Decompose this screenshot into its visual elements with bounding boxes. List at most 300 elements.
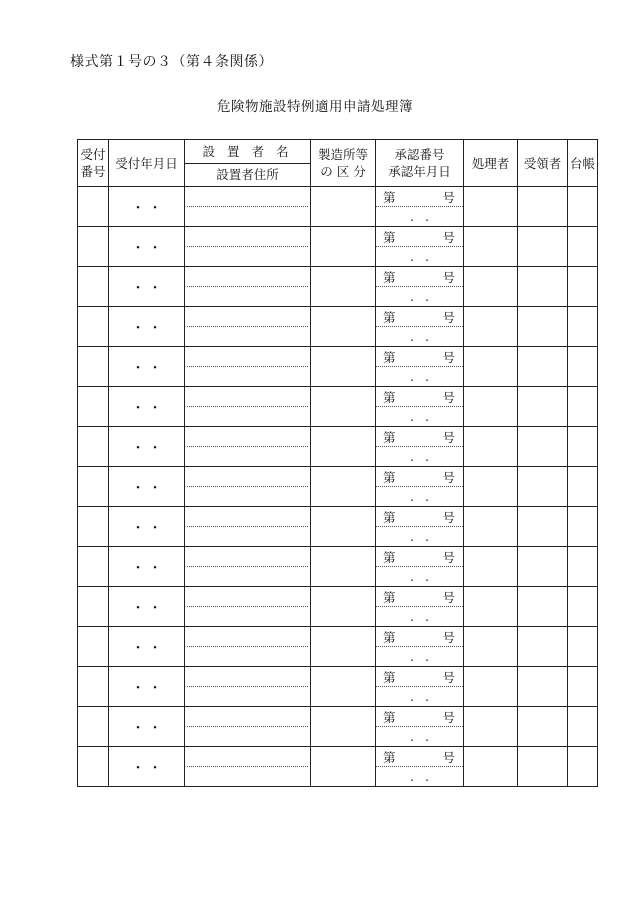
facility-class-cell[interactable] <box>311 227 376 267</box>
receiver-cell[interactable] <box>518 347 568 387</box>
approval-date-dot: . <box>425 289 429 304</box>
date-dot: ・ <box>148 521 162 536</box>
approval-cell <box>376 547 464 587</box>
approval-no-suffix: 号 <box>442 429 455 445</box>
approval-no-prefix: 第 <box>383 429 396 445</box>
approval-date-dot: . <box>410 249 414 264</box>
header-reception-date <box>109 140 185 187</box>
reception-date-cell[interactable] <box>109 387 185 427</box>
approval-date-dot: . <box>425 449 429 464</box>
installer-cell <box>185 707 311 747</box>
receiver-cell[interactable] <box>518 747 568 787</box>
facility-class-cell[interactable] <box>311 587 376 627</box>
date-dot: ・ <box>131 761 145 776</box>
approval-no-suffix: 号 <box>442 309 455 325</box>
approval-date-dot: . <box>425 329 429 344</box>
date-dot: ・ <box>148 441 162 456</box>
approval-date-dot: . <box>410 489 414 504</box>
reception-date-cell[interactable] <box>109 587 185 627</box>
reception-no-cell[interactable] <box>78 467 109 507</box>
reception-date-cell[interactable] <box>109 747 185 787</box>
header-facility-class <box>311 140 376 187</box>
processor-cell[interactable] <box>464 627 518 667</box>
installer-address-field[interactable] <box>185 647 310 666</box>
ledger-cell[interactable] <box>568 427 598 467</box>
approval-date-dot: . <box>425 369 429 384</box>
reception-no-cell[interactable] <box>78 547 109 587</box>
reception-no-cell[interactable] <box>78 347 109 387</box>
reception-date-cell[interactable] <box>109 307 185 347</box>
approval-no-field[interactable] <box>376 427 463 447</box>
page-title: 危険物施設特例適用申請処理簿 <box>217 99 413 115</box>
approval-no-field[interactable] <box>376 347 463 367</box>
date-dot: ・ <box>148 201 162 216</box>
reception-no-cell[interactable] <box>78 187 109 227</box>
installer-name-field[interactable] <box>187 187 308 207</box>
facility-class-cell[interactable] <box>311 667 376 707</box>
approval-no-suffix: 号 <box>442 749 455 765</box>
date-dot: ・ <box>148 361 162 376</box>
approval-no-suffix: 号 <box>442 349 455 365</box>
approval-no-field[interactable] <box>376 267 463 287</box>
ledger-cell[interactable] <box>568 747 598 787</box>
approval-cell <box>376 627 464 667</box>
date-dot: ・ <box>148 761 162 776</box>
approval-no-prefix: 第 <box>383 269 396 285</box>
approval-no-field[interactable] <box>376 547 463 567</box>
approval-no-suffix: 号 <box>442 469 455 485</box>
header-processor <box>464 140 518 187</box>
approval-date-field[interactable] <box>376 327 463 346</box>
table-row <box>78 187 598 227</box>
approval-date-dot: . <box>410 769 414 784</box>
receiver-cell[interactable] <box>518 667 568 707</box>
approval-no-prefix: 第 <box>383 389 396 405</box>
facility-class-cell[interactable] <box>311 467 376 507</box>
approval-date-field[interactable] <box>376 687 463 706</box>
approval-no-field[interactable] <box>376 387 463 407</box>
receiver-cell[interactable] <box>518 467 568 507</box>
reception-no-cell[interactable] <box>78 667 109 707</box>
date-dot: ・ <box>131 641 145 656</box>
installer-address-field[interactable] <box>185 327 310 346</box>
approval-date-field[interactable] <box>376 407 463 426</box>
receiver-cell[interactable] <box>518 227 568 267</box>
approval-no-field[interactable] <box>376 667 463 687</box>
installer-name-field[interactable] <box>187 747 308 767</box>
approval-cell <box>376 267 464 307</box>
date-dot: ・ <box>131 201 145 216</box>
approval-date-field[interactable] <box>376 487 463 506</box>
approval-cell <box>376 427 464 467</box>
date-dot: ・ <box>148 481 162 496</box>
installer-address-field[interactable] <box>185 527 310 546</box>
approval-date-dot: . <box>425 729 429 744</box>
facility-class-cell[interactable] <box>311 747 376 787</box>
date-dot: ・ <box>148 241 162 256</box>
approval-no-prefix: 第 <box>383 669 396 685</box>
approval-no-suffix: 号 <box>442 589 455 605</box>
receiver-cell[interactable] <box>518 507 568 547</box>
approval-date-dot: . <box>410 609 414 624</box>
reception-date-cell[interactable] <box>109 707 185 747</box>
date-dot: ・ <box>148 681 162 696</box>
installer-cell <box>185 587 311 627</box>
processor-cell[interactable] <box>464 707 518 747</box>
approval-date-dot: . <box>410 449 414 464</box>
approval-date-field[interactable] <box>376 367 463 386</box>
receiver-cell[interactable] <box>518 187 568 227</box>
installer-cell <box>185 467 311 507</box>
date-dot: ・ <box>148 321 162 336</box>
approval-date-field[interactable] <box>376 207 463 226</box>
installer-name-field[interactable] <box>187 227 308 247</box>
approval-no-suffix: 号 <box>442 269 455 285</box>
header-approval <box>376 140 464 187</box>
approval-cell <box>376 507 464 547</box>
approval-no-prefix: 第 <box>383 549 396 565</box>
processor-cell[interactable] <box>464 467 518 507</box>
installer-name-field[interactable] <box>187 427 308 447</box>
facility-class-cell[interactable] <box>311 267 376 307</box>
table-row <box>78 707 598 747</box>
approval-no-prefix: 第 <box>383 469 396 485</box>
installer-cell <box>185 627 311 667</box>
approval-no-suffix: 号 <box>442 509 455 525</box>
ledger-cell[interactable] <box>568 347 598 387</box>
approval-date-field[interactable] <box>376 527 463 546</box>
form-number: 様式第１号の３（第４条関係） <box>70 54 273 70</box>
table-row <box>78 507 598 547</box>
header-installer-address: 設置者住所 <box>216 167 279 183</box>
receiver-cell[interactable] <box>518 627 568 667</box>
reception-date-cell[interactable] <box>109 227 185 267</box>
approval-no-field[interactable] <box>376 587 463 607</box>
receiver-cell[interactable] <box>518 707 568 747</box>
facility-class-cell[interactable] <box>311 187 376 227</box>
ledger-cell[interactable] <box>568 627 598 667</box>
reception-no-cell[interactable] <box>78 427 109 467</box>
installer-name-field[interactable] <box>187 707 308 727</box>
header-installer <box>185 140 311 187</box>
installer-cell <box>185 307 311 347</box>
approval-cell <box>376 227 464 267</box>
table-row <box>78 747 598 787</box>
installer-cell <box>185 347 311 387</box>
date-dot: ・ <box>148 281 162 296</box>
processor-cell[interactable] <box>464 307 518 347</box>
approval-date-dot: . <box>410 689 414 704</box>
approval-no-prefix: 第 <box>383 229 396 245</box>
installer-address-field[interactable] <box>185 567 310 586</box>
installer-name-field[interactable] <box>187 467 308 487</box>
receiver-cell[interactable] <box>518 387 568 427</box>
date-dot: ・ <box>148 721 162 736</box>
date-dot: ・ <box>148 601 162 616</box>
ledger-cell[interactable] <box>568 387 598 427</box>
header-facility-class-line2: の 区 分 <box>320 164 366 179</box>
table-row <box>78 467 598 507</box>
installer-cell <box>185 267 311 307</box>
facility-class-cell[interactable] <box>311 387 376 427</box>
processor-cell[interactable] <box>464 227 518 267</box>
approval-date-dot: . <box>425 249 429 264</box>
approval-date-field[interactable] <box>376 607 463 626</box>
approval-date-dot: . <box>425 689 429 704</box>
register-body <box>78 187 598 787</box>
table-row <box>78 427 598 467</box>
approval-no-field[interactable] <box>376 747 463 767</box>
approval-no-prefix: 第 <box>383 749 396 765</box>
date-dot: ・ <box>148 641 162 656</box>
table-row <box>78 307 598 347</box>
receiver-cell[interactable] <box>518 587 568 627</box>
processor-cell[interactable] <box>464 747 518 787</box>
approval-no-suffix: 号 <box>442 389 455 405</box>
header-processor-label: 処理者 <box>471 155 510 171</box>
reception-no-cell[interactable] <box>78 227 109 267</box>
approval-date-dot: . <box>425 529 429 544</box>
approval-no-suffix: 号 <box>442 629 455 645</box>
processor-cell[interactable] <box>464 587 518 627</box>
facility-class-cell[interactable] <box>311 427 376 467</box>
approval-date-dot: . <box>410 369 414 384</box>
ledger-cell[interactable] <box>568 307 598 347</box>
facility-class-cell[interactable] <box>311 347 376 387</box>
reception-date-cell[interactable] <box>109 187 185 227</box>
table-row <box>78 227 598 267</box>
installer-name-field[interactable] <box>187 507 308 527</box>
date-dot: ・ <box>131 401 145 416</box>
installer-cell <box>185 747 311 787</box>
approval-date-field[interactable] <box>376 647 463 666</box>
installer-cell <box>185 547 311 587</box>
approval-date-dot: . <box>425 769 429 784</box>
date-dot: ・ <box>131 281 145 296</box>
ledger-cell[interactable] <box>568 187 598 227</box>
approval-date-dot: . <box>425 609 429 624</box>
ledger-cell[interactable] <box>568 587 598 627</box>
processor-cell[interactable] <box>464 547 518 587</box>
approval-date-dot: . <box>425 409 429 424</box>
installer-cell <box>185 507 311 547</box>
installer-address-field[interactable] <box>185 207 310 226</box>
installer-cell <box>185 187 311 227</box>
approval-cell <box>376 467 464 507</box>
facility-class-cell[interactable] <box>311 307 376 347</box>
installer-address-field[interactable] <box>185 447 310 466</box>
approval-date-dot: . <box>425 209 429 224</box>
installer-address-field[interactable] <box>185 607 310 626</box>
table-row <box>78 267 598 307</box>
ledger-cell[interactable] <box>568 507 598 547</box>
installer-address-field[interactable] <box>185 367 310 386</box>
receiver-cell[interactable] <box>518 307 568 347</box>
approval-no-prefix: 第 <box>383 309 396 325</box>
table-row <box>78 627 598 667</box>
installer-name-field[interactable] <box>187 627 308 647</box>
table-row <box>78 387 598 427</box>
facility-class-cell[interactable] <box>311 707 376 747</box>
installer-name-field[interactable] <box>187 547 308 567</box>
approval-no-field[interactable] <box>376 707 463 727</box>
reception-date-cell[interactable] <box>109 267 185 307</box>
approval-no-suffix: 号 <box>442 189 455 205</box>
approval-date-field[interactable] <box>376 287 463 306</box>
installer-address-field[interactable] <box>185 727 310 746</box>
approval-date-dot: . <box>410 209 414 224</box>
approval-date-dot: . <box>425 569 429 584</box>
reception-no-cell[interactable] <box>78 267 109 307</box>
installer-cell <box>185 667 311 707</box>
reception-no-cell[interactable] <box>78 507 109 547</box>
ledger-cell[interactable] <box>568 667 598 707</box>
approval-date-field[interactable] <box>376 247 463 266</box>
reception-date-cell[interactable] <box>109 347 185 387</box>
processor-cell[interactable] <box>464 667 518 707</box>
approval-date-field[interactable] <box>376 767 463 786</box>
approval-date-field[interactable] <box>376 727 463 746</box>
receiver-cell[interactable] <box>518 427 568 467</box>
date-dot: ・ <box>131 441 145 456</box>
date-dot: ・ <box>131 721 145 736</box>
header-installer-name: 設 置 者 名 <box>185 140 310 164</box>
approval-date-dot: . <box>410 409 414 424</box>
approval-date-dot: . <box>425 649 429 664</box>
installer-cell <box>185 427 311 467</box>
approval-cell <box>376 187 464 227</box>
approval-cell <box>376 667 464 707</box>
approval-date-field[interactable] <box>376 567 463 586</box>
reception-no-cell[interactable] <box>78 627 109 667</box>
installer-name-field[interactable] <box>187 307 308 327</box>
reception-date-cell[interactable] <box>109 507 185 547</box>
approval-no-prefix: 第 <box>383 189 396 205</box>
approval-cell <box>376 387 464 427</box>
installer-address-field[interactable] <box>185 247 310 266</box>
approval-date-field[interactable] <box>376 447 463 466</box>
approval-cell <box>376 587 464 627</box>
installer-name-field[interactable] <box>187 667 308 687</box>
approval-no-prefix: 第 <box>383 349 396 365</box>
installer-name-field[interactable] <box>187 347 308 367</box>
approval-no-prefix: 第 <box>383 589 396 605</box>
approval-no-field[interactable] <box>376 507 463 527</box>
ledger-cell[interactable] <box>568 547 598 587</box>
facility-class-cell[interactable] <box>311 507 376 547</box>
installer-cell <box>185 227 311 267</box>
header-facility-class-line1: 製造所等 <box>317 147 368 162</box>
reception-date-cell[interactable] <box>109 547 185 587</box>
reception-date-cell[interactable] <box>109 467 185 507</box>
header-approval-no: 承認番号 <box>394 147 445 162</box>
header-reception-no <box>78 140 109 187</box>
approval-no-suffix: 号 <box>442 229 455 245</box>
header-reception-no-line1: 受付 <box>80 147 106 162</box>
installer-address-field[interactable] <box>185 287 310 306</box>
reception-date-cell[interactable] <box>109 627 185 667</box>
approval-date-dot: . <box>425 489 429 504</box>
approval-no-field[interactable] <box>376 467 463 487</box>
approval-no-suffix: 号 <box>442 709 455 725</box>
facility-class-cell[interactable] <box>311 627 376 667</box>
facility-class-cell[interactable] <box>311 547 376 587</box>
ledger-cell[interactable] <box>568 227 598 267</box>
date-dot: ・ <box>131 561 145 576</box>
processor-cell[interactable] <box>464 507 518 547</box>
approval-date-dot: . <box>410 729 414 744</box>
approval-no-prefix: 第 <box>383 709 396 725</box>
table-row <box>78 587 598 627</box>
approval-date-dot: . <box>410 329 414 344</box>
installer-name-field[interactable] <box>187 587 308 607</box>
register-table <box>77 139 598 787</box>
header-receiver-label: 受領者 <box>523 155 562 171</box>
installer-address-field[interactable] <box>185 487 310 506</box>
date-dot: ・ <box>131 321 145 336</box>
approval-no-field[interactable] <box>376 307 463 327</box>
reception-no-cell[interactable] <box>78 307 109 347</box>
reception-date-cell[interactable] <box>109 427 185 467</box>
approval-no-field[interactable] <box>376 627 463 647</box>
approval-no-suffix: 号 <box>442 669 455 685</box>
approval-cell <box>376 747 464 787</box>
ledger-cell[interactable] <box>568 267 598 307</box>
reception-no-cell[interactable] <box>78 747 109 787</box>
table-row <box>78 547 598 587</box>
reception-no-cell[interactable] <box>78 387 109 427</box>
approval-no-prefix: 第 <box>383 509 396 525</box>
reception-date-cell[interactable] <box>109 667 185 707</box>
date-dot: ・ <box>131 361 145 376</box>
date-dot: ・ <box>131 681 145 696</box>
date-dot: ・ <box>131 521 145 536</box>
approval-cell <box>376 347 464 387</box>
approval-date-dot: . <box>410 529 414 544</box>
date-dot: ・ <box>131 241 145 256</box>
approval-date-dot: . <box>410 289 414 304</box>
installer-name-field[interactable] <box>187 267 308 287</box>
processor-cell[interactable] <box>464 267 518 307</box>
table-row <box>78 667 598 707</box>
installer-address-field[interactable] <box>185 767 310 786</box>
installer-address-field[interactable] <box>185 687 310 706</box>
reception-no-cell[interactable] <box>78 707 109 747</box>
approval-no-field[interactable] <box>376 187 463 207</box>
installer-name-field[interactable] <box>187 387 308 407</box>
processor-cell[interactable] <box>464 387 518 427</box>
receiver-cell[interactable] <box>518 267 568 307</box>
header-row <box>78 140 598 187</box>
processor-cell[interactable] <box>464 347 518 387</box>
header-reception-date-label: 受付年月日 <box>115 155 178 171</box>
installer-address-field[interactable] <box>185 407 310 426</box>
receiver-cell[interactable] <box>518 547 568 587</box>
approval-cell <box>376 307 464 347</box>
date-dot: ・ <box>148 561 162 576</box>
ledger-cell[interactable] <box>568 707 598 747</box>
approval-cell <box>376 707 464 747</box>
processor-cell[interactable] <box>464 187 518 227</box>
ledger-cell[interactable] <box>568 467 598 507</box>
date-dot: ・ <box>148 401 162 416</box>
processor-cell[interactable] <box>464 427 518 467</box>
reception-no-cell[interactable] <box>78 587 109 627</box>
approval-no-field[interactable] <box>376 227 463 247</box>
approval-date-dot: . <box>410 649 414 664</box>
date-dot: ・ <box>131 601 145 616</box>
table-row <box>78 347 598 387</box>
